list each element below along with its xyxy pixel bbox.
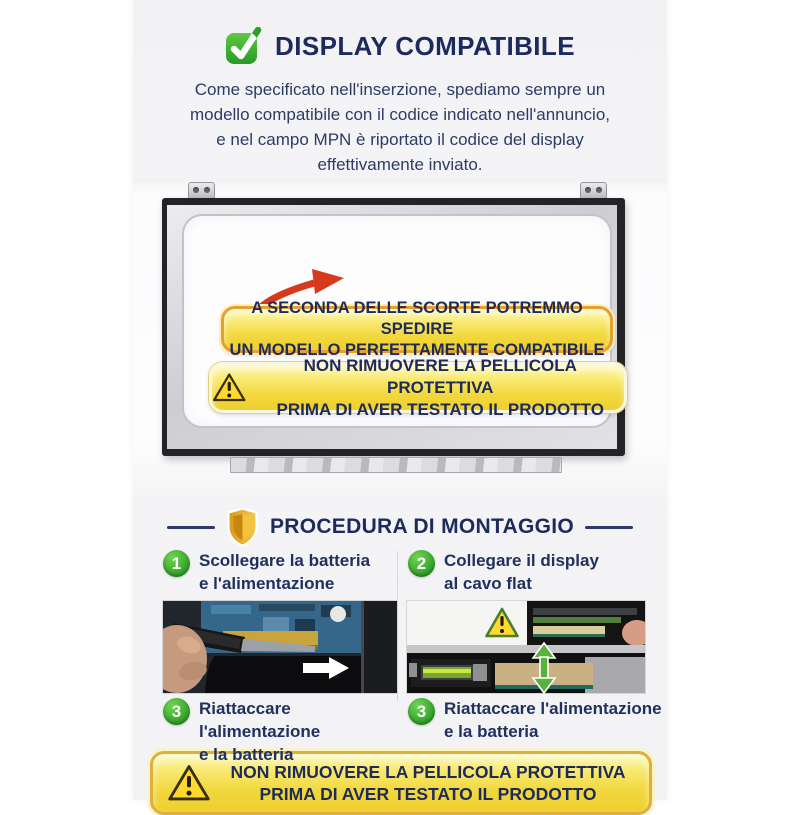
- step-3-badge: 3: [163, 698, 190, 725]
- page-title: DISPLAY COMPATIBILE: [275, 30, 575, 61]
- step-2: [400, 549, 667, 599]
- step-3-line: Riattaccare l'alimentazione: [199, 699, 321, 741]
- film-banner-line: PRIMA DI AVER TESTATO IL PRODOTTO: [276, 399, 604, 419]
- step-2-badge: 2: [408, 550, 435, 577]
- steps-row-bottom: [133, 693, 667, 764]
- title-row: [133, 26, 667, 66]
- photo-connect-flat-cable: [406, 600, 646, 694]
- step-3-line: Riattaccare l'alimentazione: [444, 699, 662, 718]
- page-header: [133, 0, 667, 178]
- footer-banner-line: NON RIMUOVERE LA PELLICOLA PROTETTIVA: [230, 762, 626, 782]
- procedure-title: PROCEDURA DI MONTAGGIO: [269, 515, 575, 538]
- step-1: [133, 549, 400, 599]
- intro-line: Come specificato nell'inserzione, spediamo sempre un: [194, 80, 606, 99]
- step-3-line: e la batteria: [444, 722, 539, 741]
- steps-row-top: [133, 549, 667, 599]
- protective-film-banner: [209, 355, 627, 419]
- stock-notice-banner: [221, 299, 613, 359]
- film-banner-line: NON RIMUOVERE LA PELLICOLA PROTETTIVA: [303, 355, 577, 397]
- step-3-line: e la batteria: [199, 745, 294, 764]
- photo-disconnect-battery: [162, 600, 398, 694]
- stock-banner-line: A SECONDA DELLE SCORTE POTREMMO SPEDIRE: [251, 299, 583, 338]
- intro-line: e nel campo MPN è riportato il codice del display: [216, 130, 584, 149]
- footer-banner-line: PRIMA DI AVER TESTATO IL PRODOTTO: [259, 784, 597, 804]
- foil-pcb-strip: [230, 457, 562, 473]
- intro-line: effettivamente inviato.: [317, 155, 483, 174]
- shield-icon: [226, 507, 259, 547]
- warning-triangle-icon: [212, 371, 246, 404]
- procedure-body: [133, 549, 667, 764]
- intro-text: [133, 77, 667, 177]
- instruction-photos: [133, 599, 667, 693]
- intro-line: modello compatibile con il codice indicato nell'annuncio,: [190, 105, 610, 124]
- procedure-header: [133, 505, 667, 549]
- step-3-right: [400, 697, 667, 748]
- heading-rule-right: [585, 526, 633, 529]
- stock-banner-line: UN MODELLO PERFETTAMENTE COMPATIBILE: [229, 341, 605, 359]
- step-2-line: Collegare il display: [444, 551, 599, 570]
- heading-rule-left: [167, 526, 215, 529]
- warning-triangle-icon: [167, 763, 211, 803]
- green-checkmark-icon: [225, 27, 262, 65]
- listing-panel: [133, 0, 667, 804]
- step-1-line: Scollegare la batteria: [199, 551, 371, 570]
- step-2-line: al cavo flat: [444, 574, 532, 593]
- step-3-badge: 3: [408, 698, 435, 725]
- step-3-left: [133, 697, 400, 764]
- product-photo-section: [133, 178, 667, 505]
- step-1-line: e l'alimentazione: [199, 574, 335, 593]
- step-1-badge: 1: [163, 550, 190, 577]
